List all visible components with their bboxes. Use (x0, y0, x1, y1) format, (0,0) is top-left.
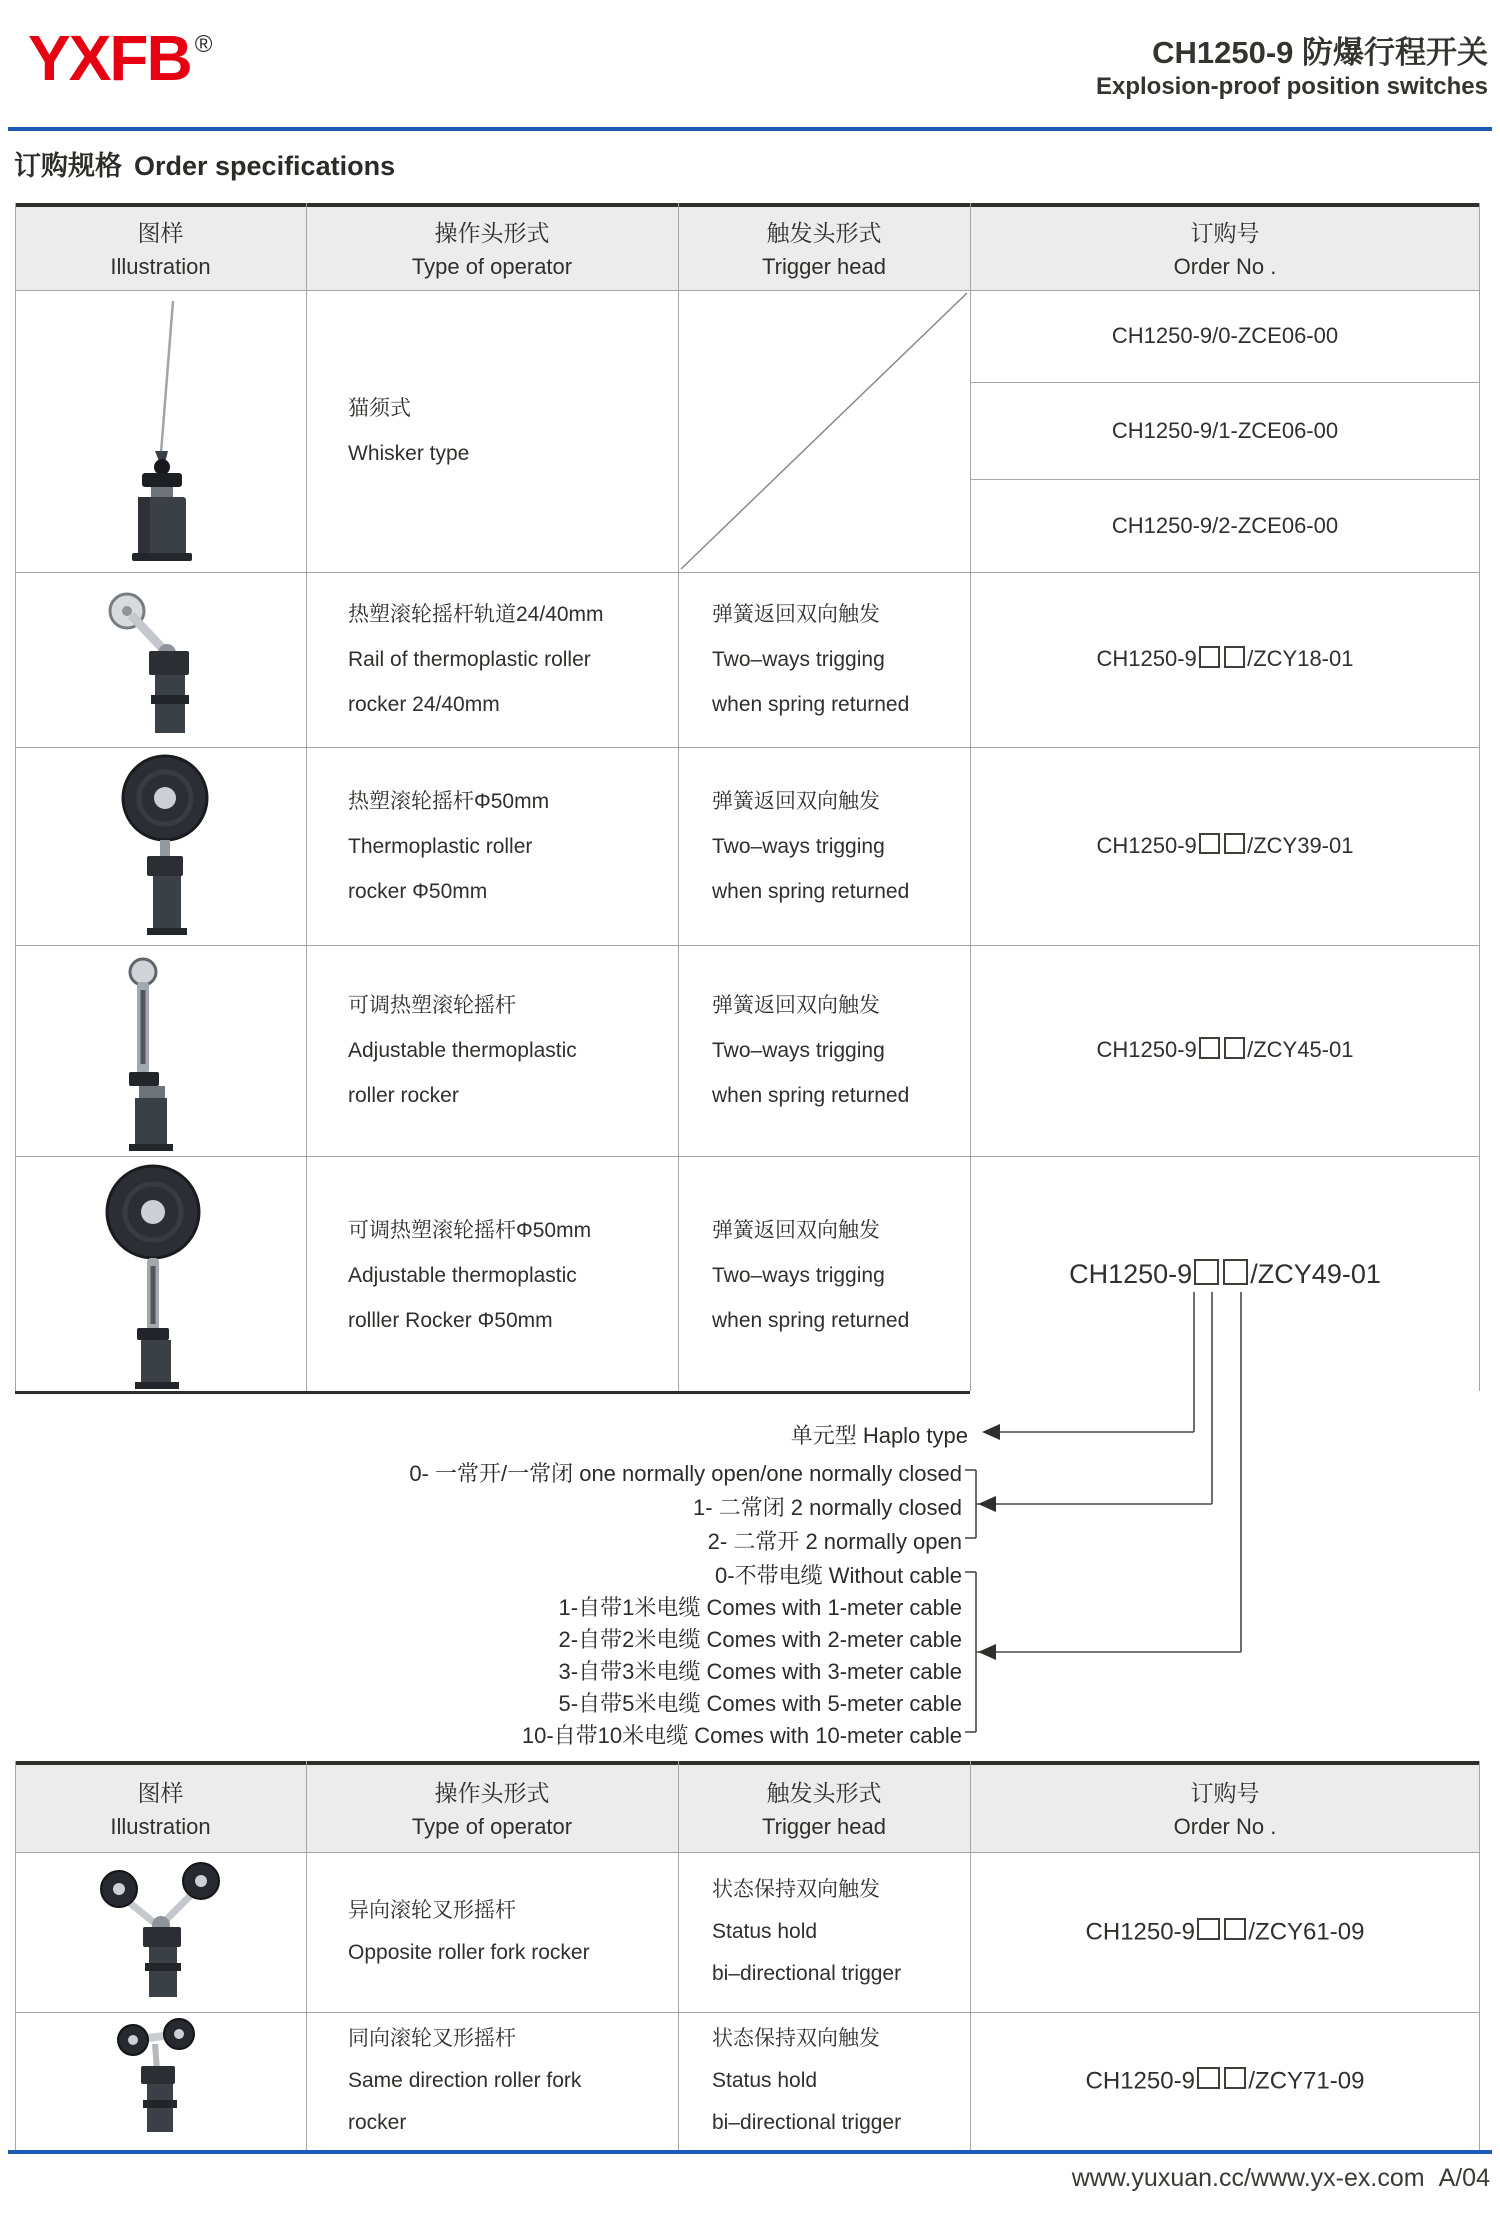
operator-cell (348, 747, 678, 945)
trigger-cell (712, 572, 970, 747)
column-header-trigger-en: Trigger head (762, 253, 886, 279)
order-cell (970, 2012, 1480, 2150)
order-cell (970, 945, 1480, 1156)
column-header-order-zh: 订购号 (1190, 219, 1260, 246)
trigger-cell (712, 1852, 970, 2012)
column-header-order-en: Order No . (1173, 1813, 1277, 1839)
operator-text-en: Same direction roller fork (348, 2069, 582, 2092)
column-header-illustration-zh: 图样 (137, 1779, 184, 1806)
digit-placeholder-box (1199, 833, 1220, 854)
trigger-text-zh: 状态保持双向触发 (712, 2027, 880, 2050)
operator-text-zh: 热塑滚轮摇杆Φ50mm (348, 789, 550, 813)
header-rule (8, 127, 1492, 131)
illustration-thermoplastic-roller-rocker-rail-switch (15, 577, 306, 745)
order-suffix: /ZCY61-09 (1248, 1918, 1365, 1946)
operator-text-en: Adjustable thermoplastic (348, 1263, 577, 1287)
illustration-opposite-roller-fork-rocker-switch (15, 1855, 306, 2010)
footer-url: www.yuxuan.cc/www.yx-ex.com (1071, 2164, 1425, 2192)
column-header-trigger (678, 207, 970, 290)
arrowhead-haplo (982, 1424, 1000, 1440)
order-cell (970, 479, 1480, 572)
trigger-text-en: Two–ways trigging (712, 1039, 885, 1062)
order-number (1069, 1259, 1381, 1290)
trigger-text-en: bi–directional trigger (712, 1962, 902, 1985)
operator-cell (348, 2012, 678, 2150)
trigger-text-en: Two–ways trigging (712, 648, 885, 671)
order-suffix: /ZCY39-01 (1247, 833, 1354, 859)
trigger-text-en: when spring returned (712, 1308, 910, 1332)
legend-cable-option: 2-自带2米电缆 Comes with 2-meter cable (558, 1627, 962, 1652)
digit-placeholder-box (1199, 646, 1220, 667)
order-number: CH1250-9/1-ZCE06-00 (1111, 417, 1339, 443)
order-suffix: /ZCY45-01 (1247, 1037, 1354, 1063)
column-header-operator-zh: 操作头形式 (434, 1779, 550, 1806)
section-heading (14, 144, 395, 183)
column-header-illustration-zh: 图样 (137, 219, 184, 246)
digit-placeholder-box (1224, 833, 1245, 854)
order-cell (970, 572, 1480, 747)
trigger-text-en: when spring returned (712, 693, 910, 716)
section-heading-en: Order specifications (134, 151, 396, 181)
order-number (1086, 2067, 1365, 2096)
column-header-operator (306, 207, 678, 290)
brand-logo (28, 22, 213, 94)
operator-text-en: Opposite roller fork rocker (348, 1941, 590, 1964)
column-header-trigger (678, 1765, 970, 1852)
legend-cable-option: 1-自带1米电缆 Comes with 1-meter cable (558, 1595, 962, 1620)
operator-cell (348, 572, 678, 747)
operator-text-en: rocker (348, 2111, 407, 2134)
operator-text-zh: 可调热塑滚轮摇杆 (348, 994, 516, 1017)
illustration-same-direction-roller-fork-rocker-switch (15, 2014, 306, 2148)
section-heading-zh: 订购规格 (14, 151, 122, 181)
trigger-text-zh: 弹簧返回双向触发 (712, 789, 880, 813)
operator-text-en: Rail of thermoplastic roller (348, 648, 591, 671)
trigger-text-en: bi–directional trigger (712, 2111, 902, 2134)
order-suffix: /ZCY18-01 (1247, 646, 1354, 672)
trigger-text-en: Two–ways trigging (712, 834, 885, 858)
operator-text-en: Whisker type (348, 442, 470, 465)
ordering-code-connector-lines (940, 1290, 1270, 1760)
footer-page-number: A/04 (1438, 2164, 1490, 2192)
column-divider (306, 203, 307, 1391)
legend-cable-option: 5-自带5米电缆 Comes with 5-meter cable (558, 1691, 962, 1716)
arrowhead-contact (978, 1496, 996, 1512)
illustration-whisker-type-switch (15, 295, 306, 565)
column-header-illustration (15, 207, 306, 290)
order-suffix: /ZCY71-09 (1248, 2067, 1365, 2095)
operator-text-zh: 热塑滚轮摇杆轨道24/40mm (348, 603, 604, 626)
trigger-text-zh: 弹簧返回双向触发 (712, 1218, 880, 1242)
order-cell (970, 382, 1480, 479)
trigger-text-en: when spring returned (712, 879, 910, 903)
operator-text-zh: 可调热塑滚轮摇杆Φ50mm (348, 1218, 592, 1242)
operator-text-en: rocker Φ50mm (348, 879, 488, 903)
trigger-cell (712, 2012, 970, 2150)
document-title-zh: CH1250-9 防爆行程开关 (1152, 35, 1488, 70)
operator-text-en: Adjustable thermoplastic (348, 1039, 577, 1062)
order-number: CH1250-9/0-ZCE06-00 (1111, 323, 1339, 348)
digit-placeholder-box (1197, 2067, 1220, 2090)
operator-cell (348, 1156, 678, 1394)
order-cell (970, 290, 1480, 382)
order-suffix: /ZCY49-01 (1250, 1259, 1381, 1290)
column-header-order-en: Order No . (1173, 253, 1277, 279)
column-header-trigger-en: Trigger head (762, 1813, 886, 1839)
operator-text-en: Thermoplastic roller (348, 834, 533, 858)
column-header-trigger-zh: 触发头形式 (766, 1779, 882, 1806)
order-number (1097, 646, 1354, 672)
digit-placeholder-box (1197, 1918, 1220, 1941)
digit-placeholder-box (1224, 1918, 1247, 1941)
registered-trademark-icon: ® (194, 31, 213, 58)
digit-placeholder-box (1199, 1037, 1220, 1058)
document-title (1096, 34, 1488, 102)
legend-contact-option: 0- 一常开/一常闭 one normally open/one normally closed (409, 1461, 962, 1486)
column-header-operator-en: Type of operator (411, 253, 573, 279)
order-number (1086, 1918, 1365, 1947)
illustration-adjustable-thermoplastic-roller-rocker-switch (15, 950, 306, 1153)
digit-placeholder-box (1224, 1037, 1245, 1058)
column-header-operator (306, 1765, 678, 1852)
brand-logo-text: YXFB (28, 22, 191, 94)
trigger-text-en: when spring returned (712, 1084, 910, 1107)
legend-cable-option: 3-自带3米电缆 Comes with 3-meter cable (558, 1659, 962, 1684)
footer (1072, 2164, 1490, 2193)
document-title-en: Explosion-proof position switches (1095, 73, 1488, 100)
legend-cable-option: 0-不带电缆 Without cable (715, 1563, 962, 1588)
trigger-text-en: Two–ways trigging (712, 1263, 885, 1287)
order-prefix: CH1250-9 (1096, 646, 1197, 672)
order-cell (970, 1852, 1480, 2012)
operator-cell (348, 945, 678, 1156)
trigger-cell (712, 945, 970, 1156)
column-header-trigger-zh: 触发头形式 (766, 219, 882, 246)
column-header-order (970, 207, 1480, 290)
legend-cable-option: 10-自带10米电缆 Comes with 10-meter cable (521, 1723, 962, 1748)
order-cell (970, 747, 1480, 945)
column-header-operator-en: Type of operator (411, 1813, 573, 1839)
illustration-adjustable-thermoplastic-roller-rocker-50mm-switch (15, 1160, 306, 1390)
digit-placeholder-box (1224, 646, 1245, 667)
operator-text-en: rolller Rocker Φ50mm (348, 1308, 553, 1332)
trigger-text-en: Status hold (712, 2069, 818, 2092)
legend-contact-option: 1- 二常闭 2 normally closed (693, 1495, 962, 1520)
operator-text-zh: 同向滚轮叉形摇杆 (348, 2027, 516, 2050)
trigger-text-zh: 弹簧返回双向触发 (712, 994, 880, 1017)
arrowhead-cable (978, 1644, 996, 1660)
column-header-illustration-en: Illustration (110, 253, 211, 279)
legend-haplo-type: 单元型 Haplo type (790, 1423, 968, 1448)
trigger-cell (712, 747, 970, 945)
order-number (1097, 833, 1354, 859)
digit-placeholder-box (1223, 1259, 1248, 1284)
footer-rule (8, 2150, 1492, 2154)
column-header-illustration (15, 1765, 306, 1852)
trigger-text-zh: 弹簧返回双向触发 (712, 603, 880, 626)
order-prefix: CH1250-9 (1096, 833, 1197, 859)
order-number: CH1250-9/2-ZCE06-00 (1111, 512, 1339, 538)
operator-text-zh: 异向滚轮叉形摇杆 (348, 1899, 516, 1922)
order-prefix: CH1250-9 (1085, 1918, 1195, 1946)
column-header-order (970, 1765, 1480, 1852)
order-prefix: CH1250-9 (1096, 1037, 1197, 1063)
order-number (1097, 1037, 1354, 1063)
operator-text-en: rocker 24/40mm (348, 693, 500, 716)
operator-text-en: roller rocker (348, 1084, 459, 1107)
order-prefix: CH1250-9 (1069, 1259, 1193, 1290)
column-header-illustration-en: Illustration (110, 1813, 211, 1839)
digit-placeholder-box (1194, 1259, 1219, 1284)
column-header-operator-zh: 操作头形式 (434, 219, 550, 246)
digit-placeholder-box (1224, 2067, 1247, 2090)
operator-text-zh: 猫须式 (348, 397, 411, 420)
operator-cell (348, 1852, 678, 2012)
trigger-text-en: Status hold (712, 1920, 818, 1943)
order-prefix: CH1250-9 (1085, 2067, 1195, 2095)
operator-cell (348, 290, 668, 572)
trigger-text-zh: 状态保持双向触发 (712, 1878, 880, 1901)
illustration-thermoplastic-roller-rocker-switch (15, 750, 306, 942)
legend-contact-option: 2- 二常开 2 normally open (707, 1529, 962, 1554)
column-header-order-zh: 订购号 (1190, 1779, 1260, 1806)
trigger-cell (712, 1156, 970, 1394)
empty-cell-diagonal (679, 291, 969, 571)
